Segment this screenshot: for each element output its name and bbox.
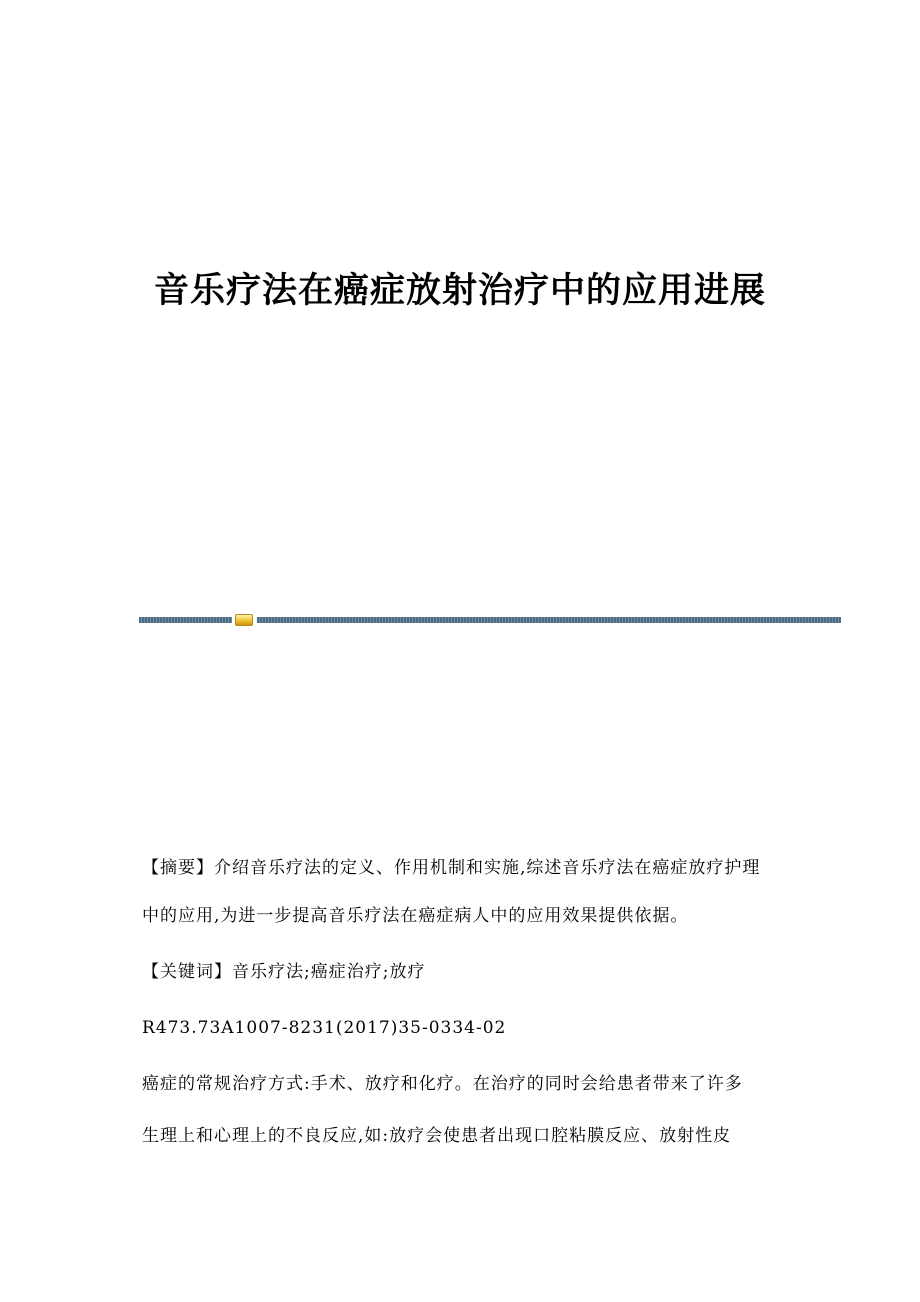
- keywords-line: 【关键词】音乐疗法;癌症治疗;放疗: [142, 962, 426, 982]
- title-divider: [139, 614, 841, 626]
- divider-gem-icon: [235, 614, 253, 626]
- body-line-1: 癌症的常规治疗方式:手术、放疗和化疗。在治疗的同时会给患者带来了许多: [142, 1074, 743, 1094]
- abstract-line-1: 【摘要】介绍音乐疗法的定义、作用机制和实施,综述音乐疗法在癌症放疗护理: [142, 858, 761, 878]
- body-line-2: 生理上和心理上的不良反应,如:放疗会使患者出现口腔粘膜反应、放射性皮: [142, 1126, 732, 1146]
- page-title: 音乐疗法在癌症放射治疗中的应用进展: [153, 270, 766, 311]
- classification-line: R473.73A1007-8231(2017)35-0334-02: [142, 1018, 507, 1038]
- divider-bar-left: [139, 617, 232, 623]
- abstract-line-2: 中的应用,为进一步提高音乐疗法在癌症病人中的应用效果提供依据。: [142, 906, 689, 926]
- divider-bar-right: [257, 617, 841, 623]
